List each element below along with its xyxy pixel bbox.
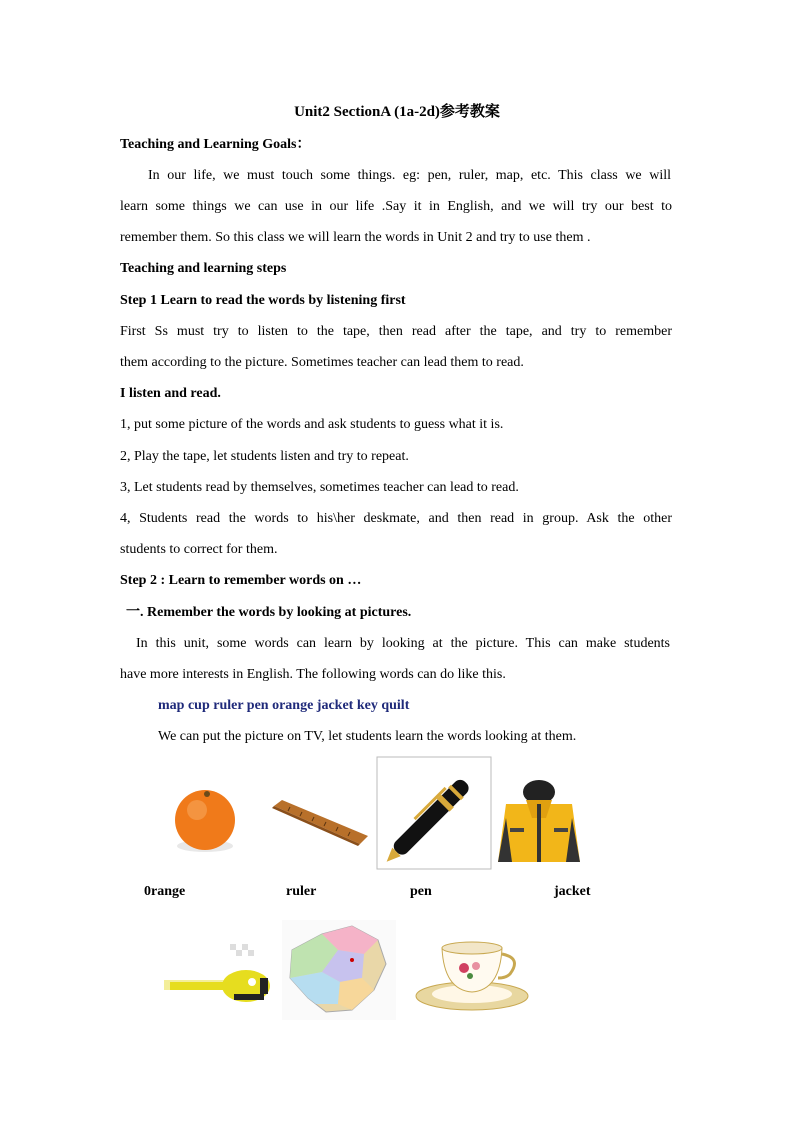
word-list: map cup ruler pen orange jacket key quilt bbox=[158, 698, 410, 713]
step1-paragraph-line-2: them according to the picture. Sometimes teacher can lead them to read. bbox=[120, 355, 524, 370]
map-image bbox=[282, 920, 396, 1020]
orange-image bbox=[160, 786, 250, 856]
caption-orange: 0range bbox=[144, 884, 186, 899]
subsection-paragraph-line-2: have more interests in English. The following words can do like this. bbox=[120, 667, 506, 682]
goals-paragraph-line-1: In our life, we must touch some things. eg: pen, ruler, map, etc. This class we will bbox=[148, 168, 671, 183]
listen-heading: I listen and read. bbox=[120, 386, 221, 401]
subsection-paragraph-line-1: In this unit, some words can learn by looking at the picture. This can make students bbox=[136, 636, 670, 651]
caption-jacket: jacket bbox=[554, 884, 591, 899]
tv-instruction: We can put the picture on TV, let students learn the words looking at them. bbox=[158, 729, 577, 744]
list-item-3: 3, Let students read by themselves, sometimes teacher can lead to read. bbox=[120, 480, 519, 495]
steps-heading: Teaching and learning steps bbox=[120, 261, 287, 276]
caption-pen: pen bbox=[410, 884, 432, 899]
list-item-4-line-1: 4, Students read the words to his\her deskmate, and then read in group. Ask the other bbox=[120, 511, 672, 526]
subsection-heading: 一. Remember the words by looking at pictures. bbox=[126, 605, 412, 620]
caption-ruler: ruler bbox=[286, 884, 317, 899]
step2-heading: Step 2 : Learn to remember words on … bbox=[120, 573, 362, 588]
jacket-image bbox=[496, 778, 582, 864]
page-title: Unit2 SectionA (1a-2d)参考教案 bbox=[294, 104, 500, 120]
pen-image bbox=[376, 756, 492, 870]
list-item-1: 1, put some picture of the words and ask students to guess what it is. bbox=[120, 417, 504, 432]
step1-heading: Step 1 Learn to read the words by listening first bbox=[120, 293, 406, 308]
list-item-2: 2, Play the tape, let students listen and try to repeat. bbox=[120, 449, 409, 464]
goals-paragraph-line-2: learn some things we can use in our life .Say it in English, and we will try our best to bbox=[120, 199, 672, 214]
goals-heading: Teaching and Learning Goals： bbox=[120, 137, 311, 152]
goals-paragraph-line-3: remember them. So this class we will learn the words in Unit 2 and try to use them . bbox=[120, 230, 591, 245]
list-item-4-line-2: students to correct for them. bbox=[120, 542, 278, 557]
key-image bbox=[160, 940, 272, 1004]
ruler-image bbox=[268, 798, 372, 848]
cup-image bbox=[412, 938, 532, 1012]
step1-paragraph-line-1: First Ss must try to listen to the tape, then read after the tape, and try to remember bbox=[120, 324, 672, 339]
